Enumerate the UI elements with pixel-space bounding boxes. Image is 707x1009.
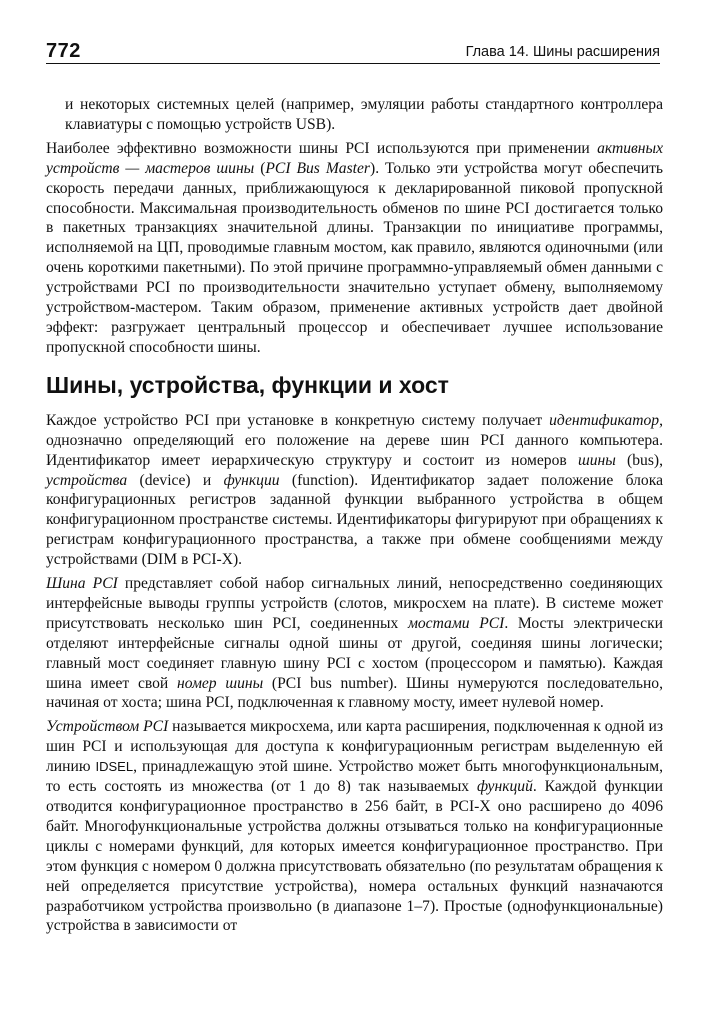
chapter-title: Глава 14. Шины расширения: [465, 44, 660, 60]
term-functions: функций: [476, 778, 533, 796]
paragraph-text: , принадлежащую этой шине. Устройство может быть многофункциональным, то есть состоять из множества (от 1 до 8) так называемых: [46, 758, 663, 796]
paragraph-text: (device) и: [127, 471, 224, 489]
term-pci-bridges: мостами PCI: [407, 614, 505, 632]
paragraph-text: . Каждой функции отводится конфигурационное пространство в 256 байт, в PCI-X оно расширено до 4096 байт. Многофункциональные устройства должны отзываться только на конфигурационные циклы с номерами функций, для которых имеется конфигурационное пространство. При этом функция с номером 0 должна присутствовать обязательно (по результатам обращения к ней определяется присутствие устройства), номера остальных функций назначаются разработчиком устройства произвольно (в диапазоне 1–7). Простые (однофункциональные) устройства в зависимости от: [46, 778, 663, 935]
term-pci-bus: Шина PCI: [46, 575, 118, 593]
paragraph-continuation: [46, 95, 663, 135]
term-pci-device: Устройством PCI: [46, 718, 169, 736]
paragraph-pci-bus: [46, 574, 663, 713]
paragraph-text: Наиболее эффективно возможности шины PCI используются при применении: [46, 139, 598, 157]
term-identifier: идентификатор: [549, 411, 660, 429]
page-number: 772: [46, 40, 81, 62]
paragraph-text: , однозначно определяющий его положение на дереве шин PCI данного компьютера. Идентификатор имеет иерархическую структуру и состоит из номеров: [46, 411, 663, 469]
term-bus: шины: [577, 451, 616, 469]
term-device: устройства: [46, 471, 128, 489]
signal-idsel: IDSEL: [95, 759, 134, 775]
paragraph-text: (function). Идентификатор задает положение блока конфигурационных регистров заданной функции выбранного устройства в общем конфигурационном пространстве системы. Идентификаторы фигурируют при обращениях к регистрам конфигурационного пространства, а также при обмене сообщениями между устройствами (DIM в PCI-X).: [46, 471, 663, 569]
header-divider: [46, 63, 660, 64]
term-pci-bus-master: PCI Bus Master: [265, 159, 370, 177]
page-header: [46, 38, 660, 64]
paragraph-text: называется микросхема, или карта расширения, подключенная к одной из шин PCI и использующая для доступа к конфигурационным регистрам выделенную ей линию: [46, 718, 663, 776]
paragraph-identifier: [46, 411, 663, 570]
paragraph-text: Каждое устройство PCI при установке в конкретную систему получает: [46, 411, 550, 429]
paragraph-text: и некоторых системных целей (например, эмуляции работы стандартного контроллера клавиатуры с помощью устройств USB).: [65, 96, 663, 133]
term-active-devices: активных устройств — мастеров шины: [46, 139, 663, 177]
section-heading: Шины, устройства, функции и хост: [46, 371, 449, 398]
page-body: [46, 95, 663, 940]
paragraph-text: (PCI bus number). Шины нумеруются последовательно, начиная от хоста; шина PCI, подключенная к главному мосту, имеет нулевой номер.: [46, 674, 663, 712]
paragraph-text: . Мосты электрически отделяют интерфейсные сигналы одной шины от другой, соединяя шины логически; главный мост соединяет главную шину PCI с хостом (процессором и памятью). Каждая шина имеет свой: [46, 614, 664, 692]
paragraph-pci-device: [46, 717, 663, 936]
paragraph-text: (: [254, 159, 266, 177]
term-function: функции: [223, 471, 280, 489]
paragraph-text: (bus),: [615, 451, 663, 469]
paragraph-bus-master: [46, 139, 663, 358]
term-bus-number: номер шины: [177, 674, 264, 692]
paragraph-text: представляет собой набор сигнальных линий, непосредственно соединяющих интерфейсные выводы группы устройств (слотов, микросхем на плате). В системе может присутствовать несколько шин PCI, соединенных: [46, 575, 663, 632]
paragraph-text: ). Только эти устройства могут обеспечить скорость передачи данных, приближающуюся к декларированной пиковой пропускной способности. Максимальная производительность обменов по шине PCI достигается только в пакетных транзакциях значительной длины. Транзакции по инициативе программы, исполняемой на ЦП, проводимые главным мостом, как правило, являются одиночными (или очень короткими пакетными). По этой причине программно-управляемый обмен данными с устройствами PCI по производительности значительно уступает обмену, выполняемому устройством-мастером. Таким образом, применение активных устройств дает двойной эффект: разгружает центральный процессор и обеспечивает лучшее использование пропускной способности шины.: [46, 159, 664, 356]
